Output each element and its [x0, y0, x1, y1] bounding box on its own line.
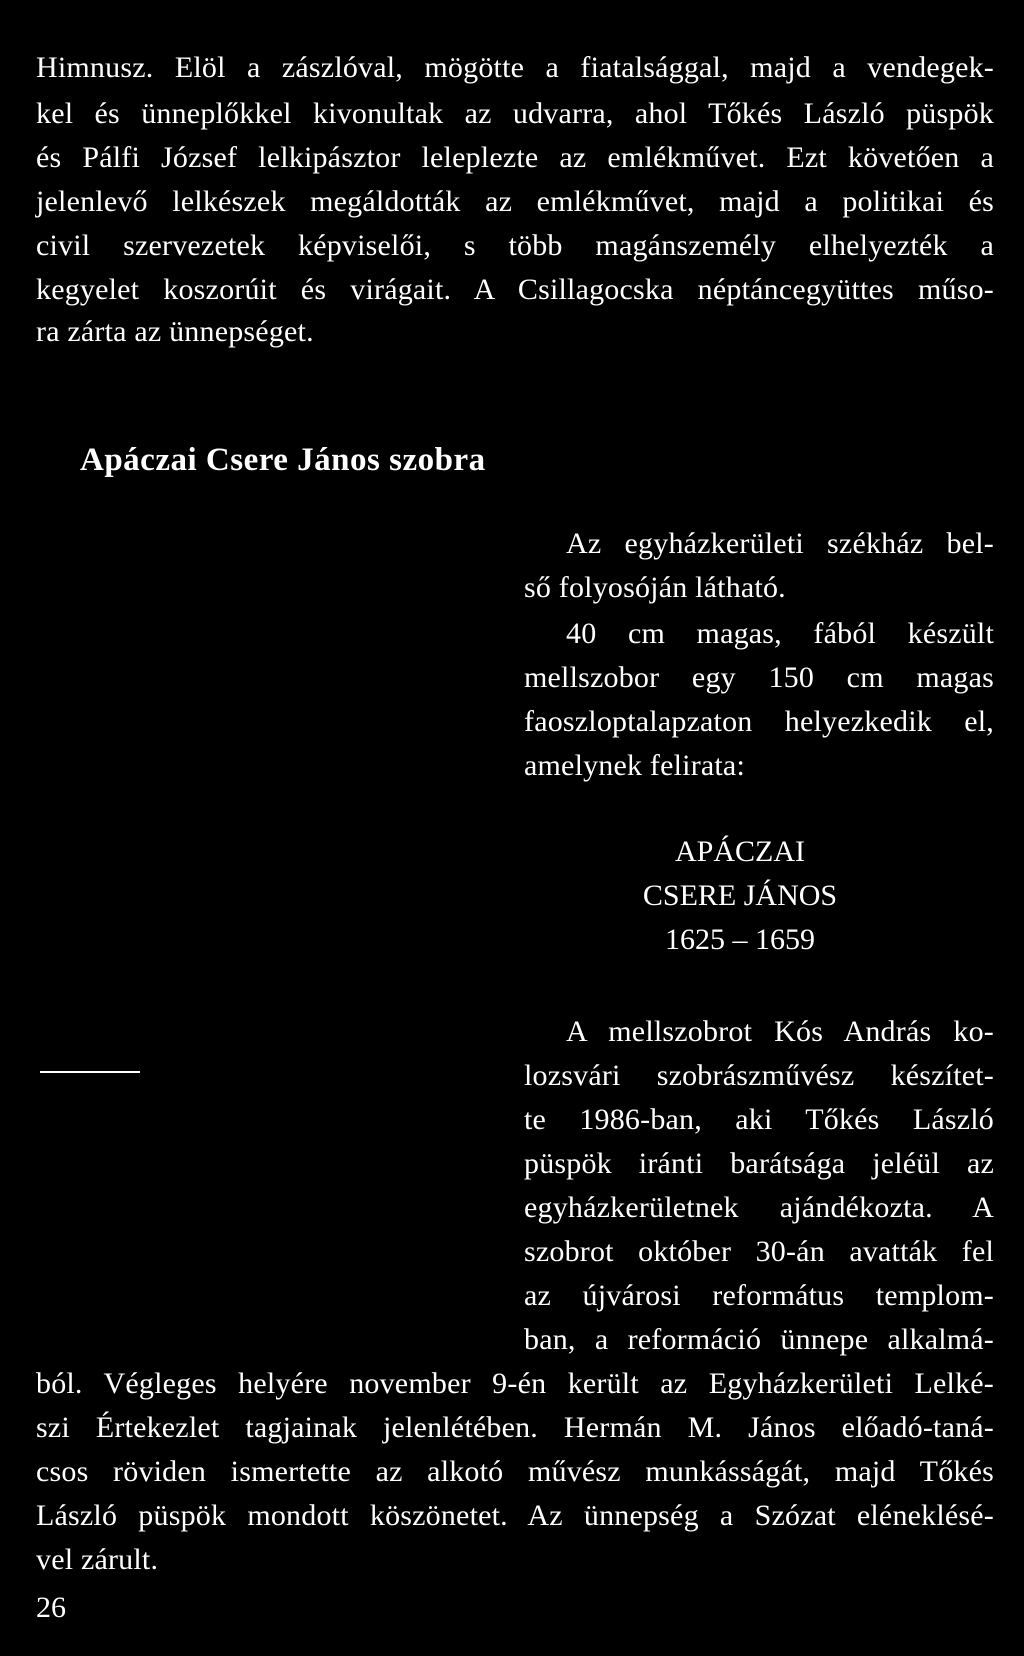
paragraph2-line-1: Az egyházkerületi székház bel- [566, 527, 994, 560]
inscription-line-2: CSERE JÁNOS [642, 879, 838, 912]
paragraph4-line-2: lozsvári szobrászművész készítet- [524, 1059, 994, 1092]
paragraph2-line-2: ső folyosóján látható. [524, 571, 786, 604]
inscription-line-1: APÁCZAI [674, 835, 805, 868]
section-heading: Apáczai Csere János szobra [80, 442, 486, 478]
paragraph4-line-13: vel zárult. [36, 1543, 159, 1576]
paragraph4-line-9: ból. Végleges helyére november 9-én került az Egyházkerületi Lelké- [36, 1367, 994, 1400]
paragraph3-line-4: amelynek felirata: [524, 749, 745, 782]
paragraph1-line-3: és Pálfi József lelkipásztor leleplezte az emlékművet. Ezt követően a [36, 141, 994, 174]
horizontal-rule [40, 1071, 140, 1073]
inscription-line-3: 1625 – 1659 [665, 923, 815, 956]
paragraph1-line-5: civil szervezetek képviselői, s több magánszemély elhelyezték a [36, 229, 994, 262]
paragraph4-line-6: szobrot október 30-án avatták fel [524, 1235, 994, 1268]
paragraph4-line-5: egyházkerületnek ajándékozta. A [524, 1191, 994, 1224]
paragraph4-line-11: csos röviden ismertette az alkotó művész munkásságát, majd Tőkés [36, 1455, 994, 1488]
paragraph4-line-4: püspök iránti barátsága jeléül az [524, 1147, 994, 1180]
paragraph4-line-12: László püspök mondott köszönetet. Az ünnepség a Szózat eléneklésé- [36, 1499, 994, 1532]
paragraph1-line-6: kegyelet koszorúit és virágait. A Csillagocska néptáncegyüttes műso- [36, 273, 994, 306]
paragraph1-line-1: Himnusz. Elöl a zászlóval, mögötte a fiatalsággal, majd a vendegek- [36, 51, 994, 84]
paragraph4-line-10: szi Értekezlet tagjainak jelenlétében. Hermán M. János előadó-taná- [36, 1411, 994, 1444]
paragraph4-line-3: te 1986-ban, aki Tőkés László [524, 1103, 994, 1136]
paragraph4-line-1: A mellszobrot Kós András ko- [566, 1015, 994, 1048]
paragraph1-line-4: jelenlevő lelkészek megáldották az emlékművet, majd a politikai és [36, 185, 994, 218]
paragraph3-line-2: mellszobor egy 150 cm magas [524, 661, 994, 694]
paragraph1-line-7: ra zárta az ünnepséget. [36, 315, 314, 348]
paragraph3-line-1: 40 cm magas, fából készült [566, 617, 994, 650]
paragraph3-line-3: faoszloptalapzaton helyezkedik el, [524, 705, 994, 738]
page-number: 26 [36, 1591, 66, 1624]
paragraph4-line-8: ban, a reformáció ünnepe alkalmá- [524, 1323, 994, 1356]
paragraph1-line-2: kel és ünneplőkkel kivonultak az udvarra, ahol Tőkés László püspök [36, 97, 994, 130]
paragraph4-line-7: az újvárosi református templom- [524, 1279, 994, 1312]
